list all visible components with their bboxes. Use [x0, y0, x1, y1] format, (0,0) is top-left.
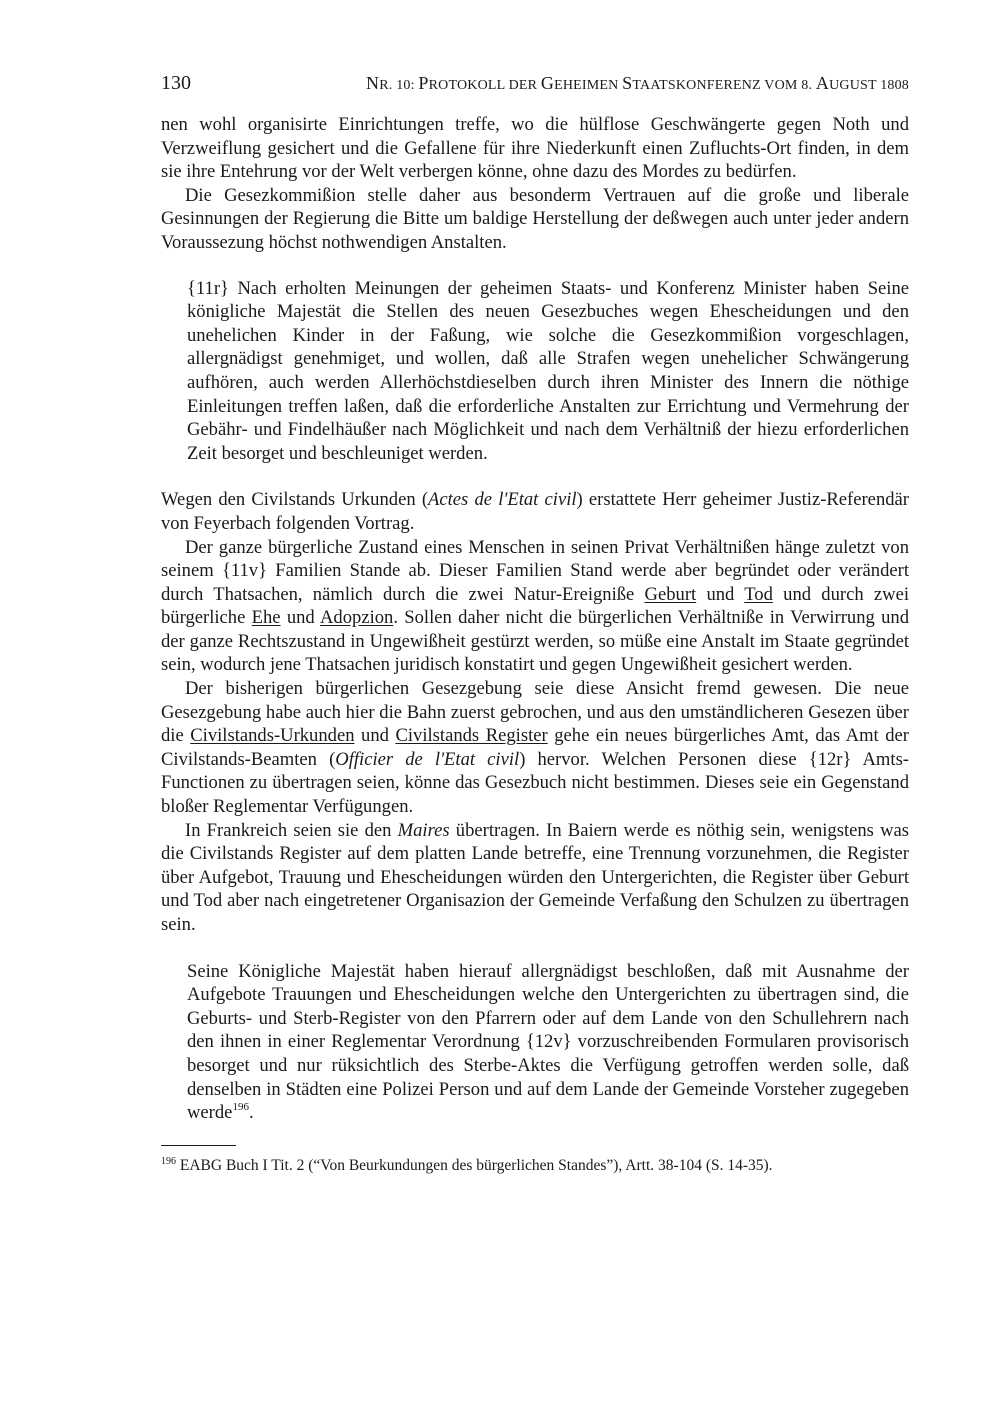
paragraph-frankreich: In Frankreich seien sie den Maires übertragen. In Baiern werde es nöthig sein, wenigstens was die Civilstands Register auf dem platten Lande betreffe, eine Trennung vorzunehmen, die Register über Aufgebot, Trauung und Ehescheidungen würden den Untergerichten, die Register über Geburt und Tod aber nach eingetretener Organisazion der Gemeinde Verfaßung den Schulzen zu übertragen sein. — [161, 819, 909, 935]
resolution-text-2: Seine Königliche Majestät haben hierauf allergnädigst beschloßen, daß mit Ausnahme der Aufgebote Trauungen und Ehescheidungen welche den Untergerichten zu übertragen sind, die Geburts- und Sterb-Register von den Pfarrern oder auf dem Lande von den Schullehrern nach den ihnen in einer Reglementar Verordnung {12v} vorzuschreibenden Formularen provisorisch besorget und nur rüksichtlich des Sterbe-Aktes die Verfügung getroffen werden solle, daß denselben in Städten eine Polizei Person und auf dem Lande der Gemeinde Vorsteher zugegeben werde$^{196}$. — [187, 960, 909, 1124]
paragraph-civilstands-intro: Wegen den Civilstands Urkunden (Actes de l'Etat civil) erstattete Herr geheimer Justiz-Referendär von Feyerbach folgenden Vortrag. — [161, 489, 909, 534]
footnote-divider — [161, 1145, 236, 1146]
paragraph-gesezgebung: Der bisherigen bürgerlichen Gesezgebung seie diese Ansicht fremd gewesen. Die neue Gesezgebung habe auch hier die Bahn zuerst gebrochen, und aus den umständlicheren Gesezen über die Civilstands-Urkunden und Civilstands Register gehe ein neues bürgerliches Amt, das Amt der Civilstands-Beamten (Officier de l'Etat civil) hervor. Welchen Personen diese {12r} Amts-Functionen zu übertragen seien, könne das Gesezbuch nicht bestimmen. Dieses seie ein Gegenstand bloßer Reglementar Verfügungen. — [161, 678, 909, 818]
document-page — [161, 70, 909, 1176]
resolution-text-1: {11r} Nach erholten Meinungen der geheimen Staats- und Konferenz Minister haben Seine königliche Majestät die Stellen des neuen Gesezbuches wegen Ehescheidungen und den unehelichen Kinder in der Faßung, wie solche die Gesezkommißion vorgeschlagen, allergnädigst genehmiget, und wollen, daß alle Strafen wegen unehelicher Schwängerung aufhören, auch werden Allerhöchstdieselben durch ihren Minister des Innern die nöthige Einleitungen treffen laßen, daß die erforderliche Anstalten zur Errichtung und Vermehrung der Gebähr- und Findelhäußer nach Möglichkeit und nach dem Verhältniß der hiezu erforderlichen Zeit besorget und beschleuniget werden. — [187, 277, 909, 464]
footnote — [161, 1156, 909, 1176]
spacer — [161, 465, 909, 488]
footnote-number: 196 — [161, 1155, 176, 1167]
page-header — [161, 70, 909, 99]
page-number: 130 — [161, 72, 191, 94]
resolution-block-2 — [187, 960, 909, 1125]
spacer — [161, 937, 909, 960]
footnote-reference[interactable]: 196 — [232, 1101, 249, 1114]
footnote-text: EABG Buch I Tit. 2 (“Von Beurkundungen des bürgerlichen Standes”), Artt. 38-104 (S. 14-35). — [176, 1156, 773, 1174]
resolution-block-1 — [187, 277, 909, 466]
spacer — [161, 255, 909, 277]
paragraph-gesezkommission: Die Gesezkommißion stelle daher aus besonderm Vertrauen auf die große und liberale Gesinnungen der Regierung die Bitte um baldige Herstellung der deßwegen auch unter jeder andern Voraussezung höchst nothwendigen Anstalten. — [161, 184, 909, 253]
paragraph-familienstand: Der ganze bürgerliche Zustand eines Menschen in seinen Privat Verhältnißen hänge zuletzt von seinem {11v} Familien Stande ab. Dieser Familien Stand werde aber begründet oder verändert durch Thatsachen, nämlich durch die zwei Natur-Ereigniße Geburt und Tod und durch zwei bürgerliche Ehe und Adopzion. Sollen daher nicht die bürgerlichen Verhältniße in Verwirrung und der ganze Rechtszustand in Ungewißheit gestürzt werden, so müße eine Anstalt im Staate gegründet sein, wodurch jene Thatsachen juridisch konstatirt und gegen Ungewißheit gesichert werden. — [161, 536, 909, 676]
running-title: NR. 10: PROTOKOLL DER GEHEIMEN STAATSKONFERENZ VOM 8. AUGUST 1808 — [366, 73, 909, 93]
paragraph-continuation: nen wohl organisirte Einrichtungen treffe, wo die hülflose Geschwängerte gegen Noth und Verzweiflung gesichert und die Gefallene für ihre Niederkunft einen Zufluchts-Ort finden, in dem sie ihre Entehrung vor der Welt verbergen könne, ohne dazu des Mordes zu bedürfen. — [161, 114, 909, 183]
